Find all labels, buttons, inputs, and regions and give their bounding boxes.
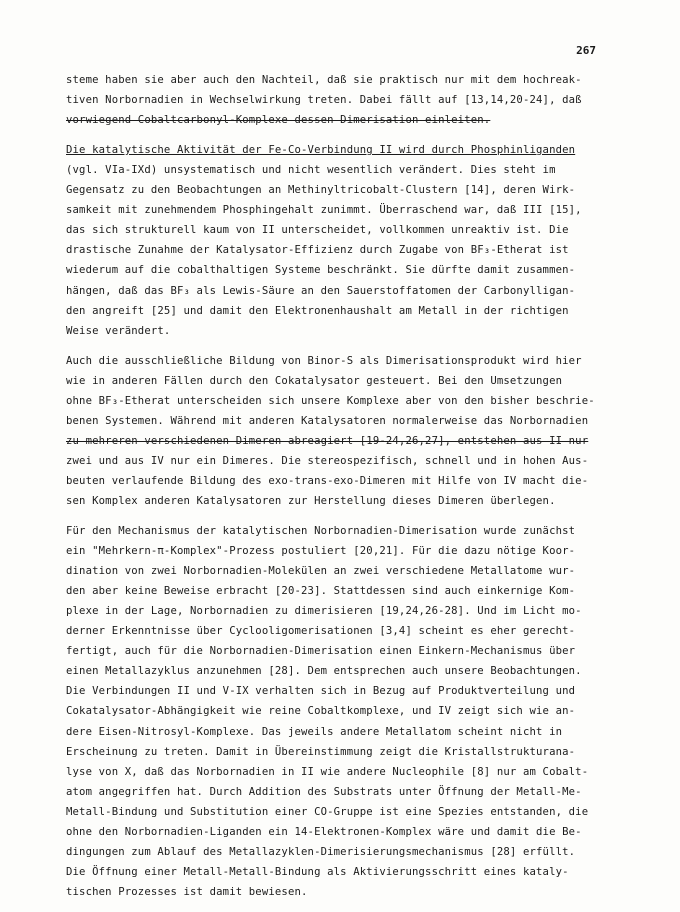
text-line: das sich strukturell kaum von II unterscheidet, vollkommen unreaktiv ist. Die [66,224,569,236]
text-line: lyse von X, daß das Norbornadien in II wie andere Nucleophile [8] nur am Cobalt- [66,766,589,778]
text-line: den angreift [25] und damit den Elektronenhaushalt am Metall in der richtigen [66,305,569,317]
text-line-struck: vorwiegend Cobaltcarbonyl-Komplexe dessen Dimerisation einleiten. [66,114,491,126]
text-line: dination von zwei Norbornadien-Molekülen an zwei verschiedene Metallatome wur- [66,565,576,577]
text-line-struck: zu mehreren verschiedenen Dimeren abreagiert [19-24,26,27], entstehen aus II nur [66,435,589,447]
text-line: (vgl. VIa-IXd) unsystematisch und nicht wesentlich verändert. Dies steht im [66,164,556,176]
text-line: hängen, daß das BF₃ als Lewis-Säure an den Sauerstoffatomen der Carbonylligan- [66,285,576,297]
text-line: Cokatalysator-Abhängigkeit wie reine Cobaltkomplexe, und IV zeigt sich wie an- [66,705,576,717]
text-line: Gegensatz zu den Beobachtungen an Methinyltricobalt-Clustern [14], deren Wirk- [66,184,576,196]
text-line: zwei und aus IV nur ein Dimeres. Die stereospezifisch, schnell und in hohen Aus- [66,455,589,467]
text-line: einen Metallazyklus anzunehmen [28]. Dem entsprechen auch unsere Beobachtungen. [66,665,582,677]
text-line: dingungen zum Ablauf des Metallazyklen-Dimerisierungsmechanismus [28] erfüllt. [66,846,576,858]
text-line: wie in anderen Fällen durch den Cokatalysator gesteuert. Bei den Umsetzungen [66,375,563,387]
text-line: tiven Norbornadien in Wechselwirkung treten. Dabei fällt auf [13,14,20-24], daß [66,94,582,106]
text-line: steme haben sie aber auch den Nachteil, daß sie praktisch nur mit dem hochreak- [66,74,582,86]
text-line: Für den Mechanismus der katalytischen Norbornadien-Dimerisation wurde zunächst [66,525,576,537]
text-line: Auch die ausschließliche Bildung von Binor-S als Dimerisationsprodukt wird hier [66,355,582,367]
text-line: Erscheinung zu treten. Damit in Übereinstimmung zeigt die Kristallstrukturana- [66,746,576,758]
text-line: Die Öffnung einer Metall-Metall-Bindung als Aktivierungsschritt eines kataly- [66,866,569,878]
text-line: sen Komplex anderen Katalysatoren zur Herstellung dieses Dimeren überlegen. [66,495,556,507]
text-line: fertigt, auch für die Norbornadien-Dimerisation einen Einkern-Mechanismus über [66,645,576,657]
text-line: drastische Zunahme der Katalysator-Effizienz durch Zugabe von BF₃-Etherat ist [66,244,569,256]
page-number: 267 [576,44,596,57]
text-line: den aber keine Beweise erbracht [20-23]. Stattdessen sind auch einkernige Kom- [66,585,576,597]
text-line: ohne BF₃-Etherat unterscheiden sich unsere Komplexe aber von den bisher beschrie- [66,395,595,407]
text-line: Die Verbindungen II und V-IX verhalten sich in Bezug auf Produktverteilung und [66,685,576,697]
text-line: atom angegriffen hat. Durch Addition des Substrats unter Öffnung der Metall-Me- [66,786,582,798]
text-line: derner Erkenntnisse über Cyclooligomerisationen [3,4] scheint es eher gerecht- [66,625,576,637]
text-line: beuten verlaufende Bildung des exo-trans-exo-Dimeren mit Hilfe von IV macht die- [66,475,589,487]
text-line: ein "Mehrkern-π-Komplex"-Prozess postuliert [20,21]. Für die dazu nötige Koor- [66,545,576,557]
text-line-underlined: Die katalytische Aktivität der Fe-Co-Verbindung II wird durch Phosphinliganden [66,144,576,156]
text-line: wiederum auf die cobalthaltigen Systeme beschränkt. Sie dürfte damit zusammen- [66,264,576,276]
text-line: samkeit mit zunehmendem Phosphingehalt zunimmt. Überraschend war, daß III [15], [66,204,582,216]
text-line: ohne den Norbornadien-Liganden ein 14-Elektronen-Komplex wäre und damit die Be- [66,826,582,838]
text-line: benen Systemen. Während mit anderen Katalysatoren normalerweise das Norbornadien [66,415,589,427]
text-line: Weise verändert. [66,325,171,337]
text-line: dere Eisen-Nitrosyl-Komplexe. Das jeweils andere Metallatom scheint nicht in [66,726,563,738]
text-line: plexe in der Lage, Norbornadien zu dimerisieren [19,24,26-28]. Und im Licht mo- [66,605,582,617]
text-line: Metall-Bindung und Substitution einer CO-Gruppe ist eine Spezies entstanden, die [66,806,589,818]
text-line: tischen Prozesses ist damit bewiesen. [66,886,308,898]
